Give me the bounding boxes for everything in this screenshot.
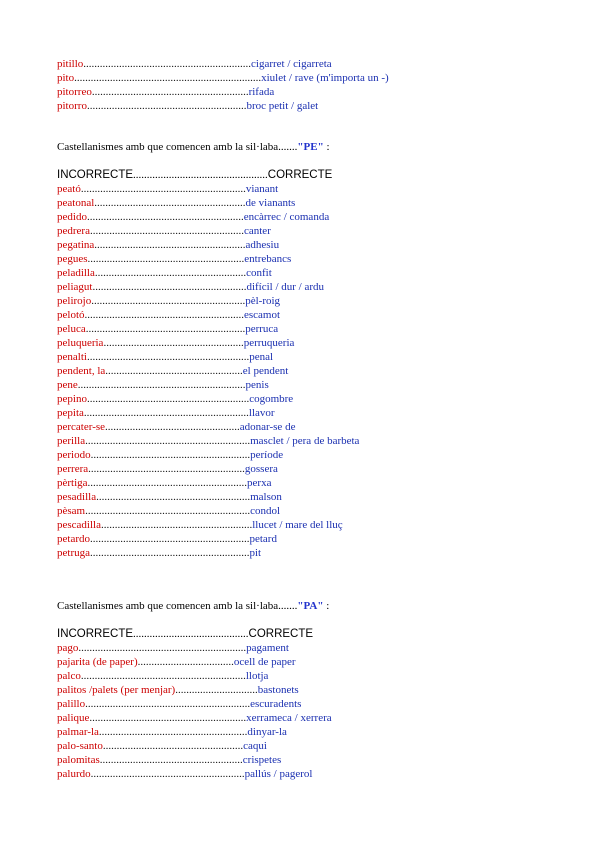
leader-dots: .......................................................... [84, 309, 244, 321]
list-item [57, 99, 577, 113]
incorrect-term: peliagut [57, 281, 93, 293]
section-pe-heading [57, 140, 577, 154]
incorrect-term: palmar-la [57, 726, 99, 738]
correct-term: encàrrec / comanda [243, 211, 330, 223]
incorrect-term: peluqueria [57, 337, 104, 349]
section-pe-list [57, 182, 577, 560]
list-item [57, 420, 577, 434]
incorrect-term: peluca [57, 323, 86, 335]
leader-dots: ............................................................ [80, 670, 246, 682]
leader-dots: ................................................. [105, 421, 240, 433]
incorrect-term: pedrera [57, 225, 90, 237]
list-item [57, 322, 577, 336]
leader-dots: ............................................................ [85, 505, 251, 517]
leader-dots: ........................................................... [86, 393, 250, 405]
correct-term: adonar-se de [239, 421, 296, 433]
correct-header: CORRECTE [267, 169, 333, 181]
list-item [57, 490, 577, 504]
correct-term: canter [243, 225, 271, 237]
leader-dots: .......................................................... [89, 547, 250, 559]
incorrect-term: pelirojo [57, 295, 92, 307]
incorrect-term: pèrtiga [57, 477, 88, 489]
incorrect-term: pesadilla [57, 491, 97, 503]
leader-dots: ............................................................ [85, 435, 251, 447]
list-item [57, 238, 577, 252]
list-item [57, 57, 577, 71]
syllable-label: "PE" [297, 141, 324, 153]
leader-dots: ........................................................ [92, 281, 247, 293]
incorrect-term: pene [57, 379, 78, 391]
list-item [57, 85, 577, 99]
correct-term: caqui [243, 740, 267, 752]
section-pa-list [57, 641, 577, 781]
leader-dots: ....................................................... [94, 267, 247, 279]
incorrect-term: percater-se [57, 421, 106, 433]
incorrect-term: pajarita (de paper) [57, 656, 138, 668]
leader-dots: ............................................................. [78, 642, 247, 654]
list-item [57, 448, 577, 462]
leader-dots: ................................... [137, 656, 234, 668]
correct-term: període [250, 449, 284, 461]
correct-term: crispetes [242, 754, 282, 766]
incorrect-term: palique [57, 712, 90, 724]
incorrect-term: pito [57, 72, 75, 84]
leader-dots: ....................................................... [100, 519, 253, 531]
list-item [57, 266, 577, 280]
incorrect-term: perilla [57, 435, 86, 447]
leader-dots: ................................................... [103, 337, 244, 349]
heading-tail: : [323, 600, 330, 612]
leader-dots: .......................................................... [87, 477, 248, 489]
leader-dots: ......................................................... [86, 211, 244, 223]
correct-term: pèl-roig [245, 295, 281, 307]
leader-dots: ......................................................... [88, 463, 245, 475]
leader-dots: ........................................................ [89, 225, 244, 237]
leader-dots: .......................................................... [86, 100, 247, 112]
list-item [57, 462, 577, 476]
correct-term: cogombre [249, 393, 294, 405]
list-item [57, 224, 577, 238]
list-item [57, 392, 577, 406]
correct-term: xiulet / rave (m'importa un -) [261, 72, 389, 84]
list-item [57, 669, 577, 683]
incorrect-header: INCORRECTE [57, 628, 134, 640]
correct-term: vianant [245, 183, 279, 195]
correct-term: pagament [246, 642, 289, 654]
heading-text: Castellanismes amb que comencen amb la sil·laba....... [57, 600, 298, 612]
incorrect-term: palitos /palets (per menjar) [57, 684, 176, 696]
section-pi-list [57, 57, 577, 113]
incorrect-term: peató [57, 183, 81, 195]
leader-dots: ........................................................ [91, 295, 246, 307]
leader-dots: ....................................................... [94, 239, 246, 251]
leader-dots: ............................................................ [83, 407, 249, 419]
incorrect-term: pago [57, 642, 79, 654]
list-item [57, 364, 577, 378]
list-item [57, 182, 577, 196]
section-pa-heading [57, 599, 577, 613]
list-item [57, 518, 577, 532]
list-item [57, 641, 577, 655]
correct-term: gossera [244, 463, 278, 475]
list-item [57, 308, 577, 322]
incorrect-term: palco [57, 670, 81, 682]
correct-term: el pendent [242, 365, 289, 377]
leader-dots: ............................................................ [85, 698, 251, 710]
leader-dots: .................................................. [105, 365, 243, 377]
incorrect-header: INCORRECTE [57, 169, 134, 181]
correct-term: entrebancs [244, 253, 292, 265]
correct-term: penal [249, 351, 274, 363]
leader-dots: ........................................................ [96, 491, 251, 503]
incorrect-term: palillo [57, 698, 86, 710]
leader-dots: ......................................................... [89, 712, 247, 724]
list-item [57, 252, 577, 266]
correct-term: malson [250, 491, 282, 503]
incorrect-term: pitorro [57, 100, 87, 112]
incorrect-term: petruga [57, 547, 90, 559]
incorrect-term: pèsam [57, 505, 86, 517]
incorrect-term: pitorreo [57, 86, 92, 98]
correct-term: escamot [244, 309, 281, 321]
list-item [57, 336, 577, 350]
heading-text: Castellanismes amb que comencen amb la sil·laba....... [57, 141, 298, 153]
correct-term: llucet / mare del lluç [252, 519, 343, 531]
leader-dots: ......................................................... [87, 253, 245, 265]
correct-term: rifada [248, 86, 275, 98]
list-item [57, 532, 577, 546]
incorrect-term: penalti [57, 351, 87, 363]
list-item [57, 434, 577, 448]
list-item [57, 683, 577, 697]
incorrect-term: pescadilla [57, 519, 101, 531]
correct-term: condol [250, 505, 281, 517]
incorrect-term: palo-santo [57, 740, 103, 752]
list-item [57, 739, 577, 753]
list-item [57, 725, 577, 739]
section-pe [57, 140, 577, 154]
incorrect-term: palurdo [57, 768, 91, 780]
list-item [57, 767, 577, 781]
section-pa-header [57, 627, 577, 641]
correct-term: adhesiu [245, 239, 280, 251]
correct-term: broc petit / galet [246, 100, 319, 112]
leader-dots: ................................................... [102, 740, 244, 752]
incorrect-term: palomitas [57, 754, 100, 766]
list-item [57, 294, 577, 308]
list-item [57, 210, 577, 224]
list-item [57, 196, 577, 210]
leader-dots: ........................................................ [90, 768, 245, 780]
list-item [57, 504, 577, 518]
leader-dots: ............................................................. [83, 58, 252, 70]
leader-dots: .......................................................... [85, 323, 246, 335]
incorrect-term: pelotó [57, 309, 85, 321]
incorrect-term: periodo [57, 449, 91, 461]
list-item [57, 753, 577, 767]
heading-tail: : [323, 141, 330, 153]
correct-term: xerrameca / xerrera [246, 712, 332, 724]
list-item [57, 350, 577, 364]
section-pe-header [57, 168, 577, 182]
correct-term: difícil / dur / ardu [246, 281, 325, 293]
correct-term: pallús / pagerol [244, 768, 313, 780]
list-item [57, 280, 577, 294]
list-item [57, 406, 577, 420]
incorrect-term: petardo [57, 533, 90, 545]
list-item [57, 71, 577, 85]
correct-term: llavor [248, 407, 275, 419]
leader-dots: ...................................................... [98, 726, 248, 738]
correct-term: petard [249, 533, 277, 545]
incorrect-term: pepino [57, 393, 87, 405]
incorrect-term: pegatina [57, 239, 95, 251]
header-leader-dots: ................................................. [133, 169, 268, 181]
leader-dots: ............................................................. [77, 379, 246, 391]
leader-dots: ......................................................... [91, 86, 249, 98]
incorrect-term: pepita [57, 407, 84, 419]
correct-term: dinyar-la [247, 726, 287, 738]
incorrect-term: peatonal [57, 197, 95, 209]
correct-term: ocell de paper [233, 656, 296, 668]
list-item [57, 655, 577, 669]
correct-term: perxa [247, 477, 272, 489]
list-item [57, 378, 577, 392]
correct-term: pit [249, 547, 262, 559]
correct-term: perruqueria [243, 337, 295, 349]
section-pa [57, 599, 577, 613]
correct-term: perruca [245, 323, 279, 335]
incorrect-term: perrera [57, 463, 89, 475]
syllable-label: "PA" [297, 600, 324, 612]
list-item [57, 697, 577, 711]
list-item [57, 546, 577, 560]
leader-dots: ....................................................... [94, 197, 246, 209]
header-leader-dots: .......................................... [133, 628, 249, 640]
incorrect-term: pegues [57, 253, 88, 265]
incorrect-term: pitillo [57, 58, 84, 70]
list-item [57, 476, 577, 490]
incorrect-term: peladilla [57, 267, 95, 279]
incorrect-term: pendent, la [57, 365, 106, 377]
correct-term: llotja [245, 670, 269, 682]
leader-dots: .......................................................... [90, 449, 251, 461]
list-item [57, 711, 577, 725]
correct-term: masclet / pera de barbeta [250, 435, 360, 447]
leader-dots: .............................. [175, 684, 258, 696]
leader-dots: ........................................................... [86, 351, 250, 363]
correct-term: penis [245, 379, 269, 391]
incorrect-term: pedido [57, 211, 87, 223]
correct-header: CORRECTE [248, 628, 314, 640]
leader-dots: ............................................................ [80, 183, 246, 195]
correct-term: bastonets [257, 684, 299, 696]
correct-term: de vianants [245, 197, 296, 209]
correct-term: confit [246, 267, 272, 279]
correct-term: escuradents [250, 698, 302, 710]
leader-dots: .................................................... [99, 754, 243, 766]
correct-term: cigarret / cigarreta [251, 58, 332, 70]
leader-dots: .................................................................... [74, 72, 262, 84]
leader-dots: .......................................................... [89, 533, 250, 545]
